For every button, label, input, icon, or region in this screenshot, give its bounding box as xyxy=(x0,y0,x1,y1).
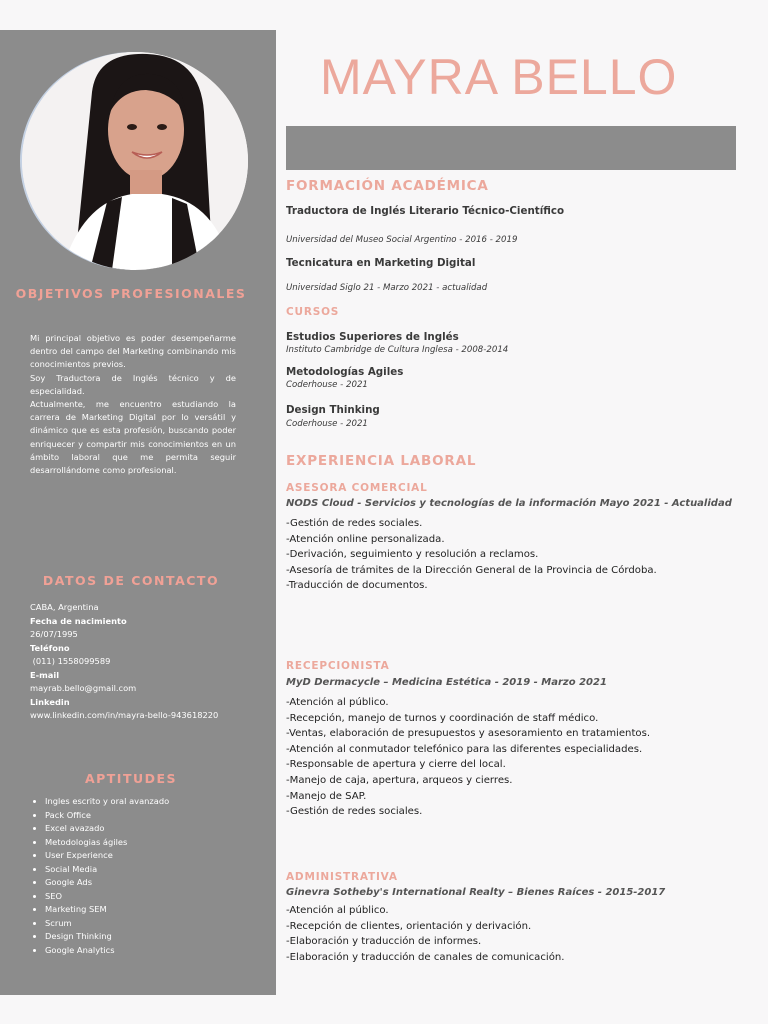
task-item: -Manejo de caja, apertura, arqueos y cierres. xyxy=(286,774,513,786)
contact-location: CABA, Argentina xyxy=(30,602,99,612)
skill-item: • Metodologias ágiles xyxy=(45,836,169,850)
skill-item: • Ingles escrito y oral avanzado xyxy=(45,795,169,809)
skill-item: • Pack Office xyxy=(45,809,169,823)
skill-item: • Excel avazado xyxy=(45,822,169,836)
course1-place: Instituto Cambridge de Cultura Inglesa - 2008-2014 xyxy=(286,345,509,355)
contact-linkedin-label: Linkedin xyxy=(30,696,70,707)
objectives-text: Mi principal objetivo es poder desempeñarme dentro del campo del Marketing combinando mis conocimientos previos. Soy Traductora de Inglés técnico y de especialidad. Actualmente, me encuentro estudiando la carrera de Marketing Digital por lo versátil y dinámico que es esta profesión, buscando poder enriquecer y compartir mis conocimientos en un ámbito laboral que me permita seguir desarrollándome como profesional. xyxy=(30,333,236,476)
education-title: FORMACIÓN ACADÉMICA xyxy=(286,178,489,194)
edu1-title: Traductora de Inglés Literario Técnico-Científico xyxy=(286,205,565,217)
job2-role: RECEPCIONISTA xyxy=(286,660,390,672)
profile-photo-illustration xyxy=(22,52,248,270)
job1-tasks xyxy=(286,516,657,594)
experience-title: EXPERIENCIA LABORAL xyxy=(286,453,477,469)
task-item: -Ventas, elaboración de presupuestos y asesoramiento en tratamientos. xyxy=(286,728,651,740)
contact-birth-value: 26/07/1995 xyxy=(30,629,78,639)
task-item: -Gestión de redes sociales. xyxy=(286,806,423,818)
task-item: -Recepción, manejo de turnos y coordinación de staff médico. xyxy=(286,712,599,724)
job2-tasks xyxy=(286,695,650,820)
skills-list xyxy=(30,795,169,957)
job3-company: Ginevra Sotheby's International Realty – Bienes Raíces - 2015-2017 xyxy=(286,887,666,898)
contact-birth-label: Fecha de nacimiento xyxy=(30,615,127,626)
course2-place: Coderhouse - 2021 xyxy=(286,380,368,390)
task-item: -Traducción de documentos. xyxy=(286,580,428,592)
job3-tasks xyxy=(286,903,565,965)
job3-role: ADMINISTRATIVA xyxy=(286,871,398,883)
skill-item: • Social Media xyxy=(45,863,169,877)
job1-role: ASESORA COMERCIAL xyxy=(286,482,428,494)
course1-title: Estudios Superiores de Inglés xyxy=(286,331,459,343)
contact-email-label: E-mail xyxy=(30,669,60,680)
sidebar xyxy=(0,30,276,995)
skills-title: APTITUDES xyxy=(84,771,178,786)
course3-title: Design Thinking xyxy=(286,404,380,416)
contact-phone-label: Teléfono xyxy=(30,642,70,653)
task-item: -Atención al público. xyxy=(286,697,389,708)
skill-item: • Marketing SEM xyxy=(45,903,169,917)
task-item: -Recepción de clientes, orientación y derivación. xyxy=(286,920,532,932)
skill-item: • Google Ads xyxy=(45,876,169,890)
task-item: -Manejo de SAP. xyxy=(286,790,367,802)
contact-title: DATOS DE CONTACTO xyxy=(42,573,220,588)
contact-linkedin-value[interactable]: www.linkedin.com/in/mayra-bello-943618220 xyxy=(30,710,219,720)
skill-item: • Scrum xyxy=(45,917,169,931)
task-item: -Atención online personalizada. xyxy=(286,533,445,545)
contact-phone-value: (011) 1558099589 xyxy=(30,656,111,666)
course3-place: Coderhouse - 2021 xyxy=(286,419,368,429)
task-item: -Elaboración y traducción de canales de comunicación. xyxy=(286,951,565,963)
edu1-place: Universidad del Museo Social Argentino - 2016 - 2019 xyxy=(286,235,518,245)
task-item: -Atención al conmutador telefónico para las diferentes especialidades. xyxy=(286,743,643,755)
edu2-place: Universidad Siglo 21 - Marzo 2021 - actualidad xyxy=(286,283,488,293)
job2-company: MyD Dermacycle – Medicina Estética - 2019 - Marzo 2021 xyxy=(286,677,607,688)
skill-item: • Design Thinking xyxy=(45,930,169,944)
objectives-title: OBJETIVOS PROFESIONALES xyxy=(15,286,247,301)
task-item: -Elaboración y traducción de informes. xyxy=(286,936,482,948)
contact-block xyxy=(30,601,218,723)
full-name: MAYRA BELLO xyxy=(320,49,678,105)
task-item: -Asesoría de trámites de la Dirección General de la Provincia de Córdoba. xyxy=(286,564,657,576)
task-item: -Responsable de apertura y cierre del local. xyxy=(286,759,506,771)
skill-item: • User Experience xyxy=(45,849,169,863)
profile-photo xyxy=(22,52,248,270)
courses-title: CURSOS xyxy=(286,306,340,318)
skill-item: • SEO xyxy=(45,890,169,904)
header-bar xyxy=(286,126,736,170)
job1-company: NODS Cloud - Servicios y tecnologías de la información Mayo 2021 - Actualidad xyxy=(286,498,732,509)
task-item: -Gestión de redes sociales. xyxy=(286,518,423,529)
course2-title: Metodologías Agiles xyxy=(286,366,404,378)
task-item: -Derivación, seguimiento y resolución a reclamos. xyxy=(286,549,539,561)
skill-item: • Google Analytics xyxy=(45,944,169,958)
contact-email-value[interactable]: mayrab.bello@gmail.com xyxy=(30,683,137,693)
edu2-title: Tecnicatura en Marketing Digital xyxy=(286,257,476,269)
task-item: -Atención al público. xyxy=(286,905,389,916)
